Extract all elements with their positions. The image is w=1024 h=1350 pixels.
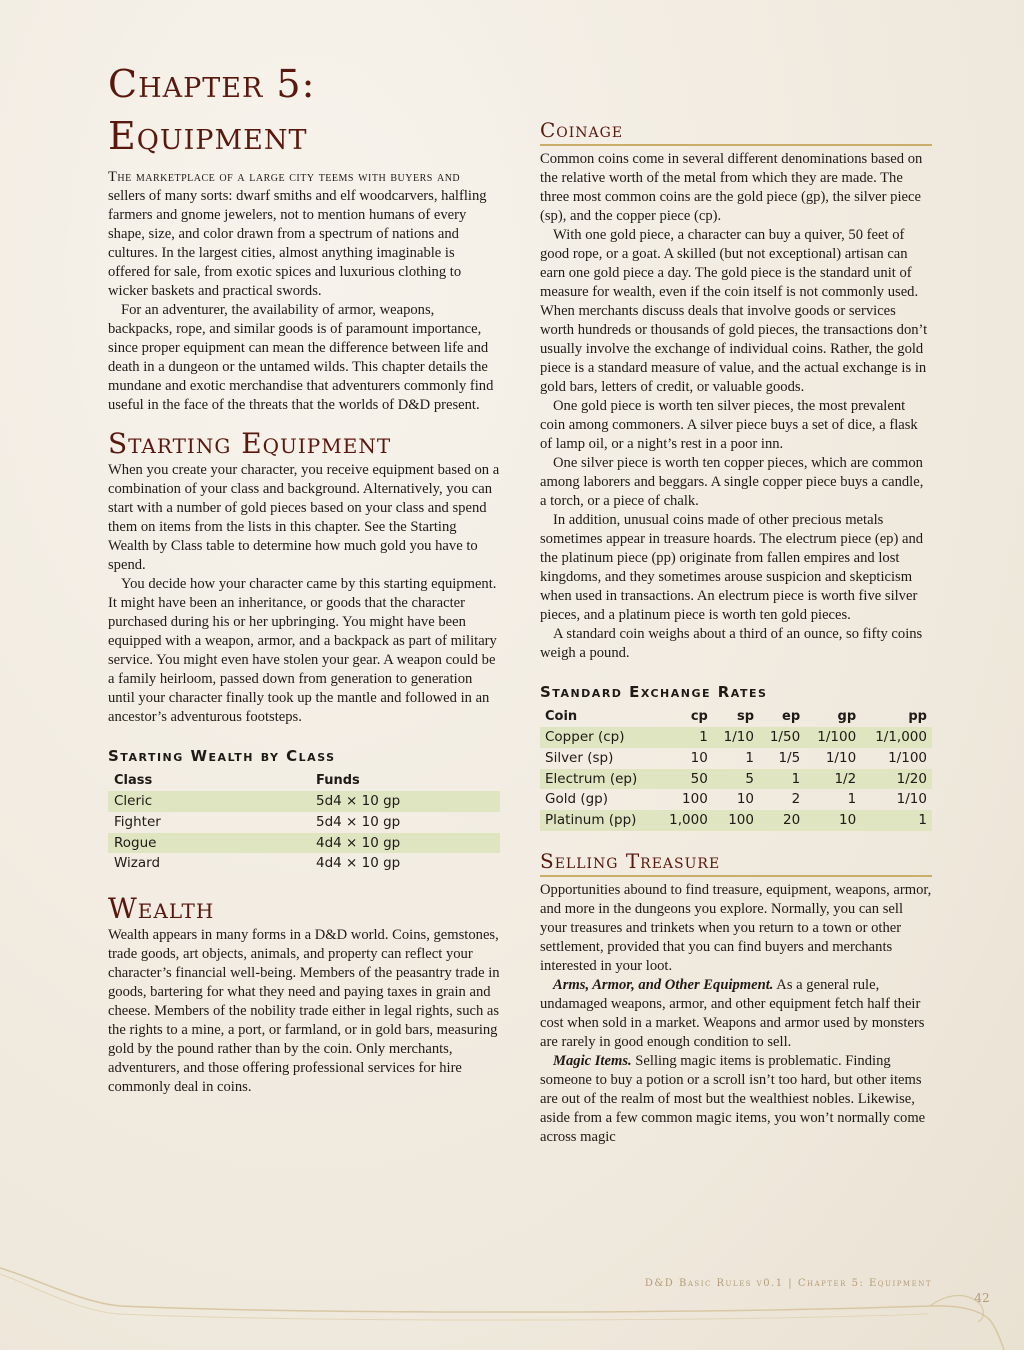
magic-items-lead: Magic Items. bbox=[553, 1052, 632, 1069]
table-cell: 1,000 bbox=[657, 810, 713, 831]
intro-paragraph-2: For an adventurer, the availability of armor, weapons, backpacks, rope, and similar goods is of paramount importance, since proper equipment can mean the difference between life and death in a dungeon or the untamed wilds. This chapter details the mundane and exotic merchandise that adventurers commonly find useful in the face of the threats that the worlds of D&D present. bbox=[108, 302, 494, 413]
table-cell: Wizard bbox=[114, 855, 161, 872]
table-row bbox=[540, 727, 932, 748]
exchange-rates-table-title: Standard Exchange Rates bbox=[540, 683, 768, 701]
table-header-row bbox=[540, 707, 932, 727]
starting-wealth-table bbox=[108, 771, 500, 874]
selling-treasure-heading: Selling Treasure bbox=[540, 849, 932, 877]
table-cell: 100 bbox=[682, 791, 708, 808]
table-header: Coin bbox=[545, 709, 578, 724]
table-row bbox=[108, 853, 500, 874]
coinage-paragraph-6: A standard coin weighs about a third of an ounce, so fifty coins weigh a pound. bbox=[540, 626, 923, 661]
table-cell: 100 bbox=[713, 810, 759, 831]
table-cell: 5d4 × 10 gp bbox=[310, 791, 500, 812]
coinage-paragraph-4: One silver piece is worth ten copper pieces, which are common among laborers and beggars. A single copper piece buys a candle, a torch, or a piece of chalk. bbox=[540, 455, 924, 509]
intro-text: sellers of many sorts: dwarf smiths and elf woodcarvers, halfling farmers and gnome jewelers, not to mention humans of every shape, size, and color drawn from a spectrum of nations and cultures. In the largest cities, almost anything imaginable is offered for sale, from exotic spices and luxurious clothing to wicker baskets and practical swords. bbox=[108, 188, 487, 299]
table-header: ep bbox=[782, 709, 801, 724]
selling-paragraph-1: Opportunities abound to find treasure, equipment, weapons, armor, and more in the dungeons you explore. Normally, you can sell your treasures and trinkets when you return to a town or other settlement, provided that you can find buyers and merchants interested in your loot. bbox=[540, 881, 932, 974]
coinage-paragraph-1: Common coins come in several different denominations based on the relative worth of the metal from which they are made. The three most common coins are the gold piece (gp), the silver piece (sp), and the copper piece (cp). bbox=[540, 151, 923, 224]
table-cell: 1 bbox=[847, 791, 857, 808]
coinage-paragraph-3: One gold piece is worth ten silver pieces, the most prevalent coin among commoners. A silver piece buys a set of dice, a flask of lamp oil, or a night’s rest in a poor inn. bbox=[540, 398, 918, 452]
table-cell: 1 bbox=[657, 727, 713, 748]
table-cell: Cleric bbox=[108, 791, 310, 812]
table-cell: 5 bbox=[713, 769, 759, 790]
table-header: Class bbox=[114, 773, 153, 788]
table-cell: Silver (sp) bbox=[545, 749, 614, 766]
table-cell: 1/100 bbox=[805, 727, 861, 748]
table-cell: 1/1,000 bbox=[861, 727, 932, 748]
wealth-heading: Wealth bbox=[108, 892, 215, 926]
table-row bbox=[540, 789, 932, 810]
coinage-paragraph-5: In addition, unusual coins made of other precious metals sometimes appear in treasure hoards. The electrum piece (ep) and the platinum piece (pp) originate from fallen empires and lost kingdoms, and they sometimes arouse suspicion and skepticism when used in transactions. An electrum piece is worth five silver pieces, and a platinum piece is worth ten gold pieces. bbox=[540, 512, 924, 623]
table-cell: Copper (cp) bbox=[540, 727, 657, 748]
starting-equipment-paragraph-2: You decide how your character came by this starting equipment. It might have been an inheritance, or goods that the character purchased during his or her upbringing. You might have been equipped with a weapon, armor, and a backpack as part of military service. You might even have stolen your gear. A weapon could be a family heirloom, passed down from generation to generation until your character finally took up the mantle and followed in an ancestor’s adventurous footsteps. bbox=[108, 576, 497, 725]
table-row bbox=[108, 833, 500, 854]
coinage-paragraph-2: With one gold piece, a character can buy a quiver, 50 feet of good rope, or a goat. A skilled (but not exceptional) artisan can earn one gold piece a day. The gold piece is the standard unit of measure for wealth, even if the coin itself is not commonly used. When merchants discuss deals that involve goods or services worth hundreds or thousands of gold pieces, the transactions don’t usually involve the exchange of individual coins. Rather, the gold piece is a standard measure of value, and the actual exchange is in gold bars, letters of credit, or valuable goods. bbox=[540, 227, 928, 395]
table-cell: Gold (gp) bbox=[545, 791, 609, 808]
table-cell: 2 bbox=[791, 791, 801, 808]
magic-items-text: Selling magic items is problematic. Finding someone to buy a potion or a scroll isn’t too hard, but other items are out of the realm of most but the wealthiest nobles. Likewise, aside from a few common magic items, you won’t normally come across magic bbox=[540, 1052, 926, 1145]
table-row bbox=[540, 810, 932, 831]
arms-armor-lead: Arms, Armor, and Other Equipment. bbox=[553, 976, 774, 993]
intro-paragraph-1 bbox=[108, 168, 500, 301]
table-row bbox=[540, 769, 932, 790]
starting-equipment-heading: Starting Equipment bbox=[108, 427, 392, 460]
table-header: pp bbox=[908, 709, 927, 724]
table-row bbox=[108, 812, 500, 833]
table-cell: 1/2 bbox=[805, 769, 861, 790]
table-header: cp bbox=[690, 709, 708, 724]
table-cell: 4d4 × 10 gp bbox=[310, 833, 500, 854]
starting-wealth-table-title: Starting Wealth by Class bbox=[108, 747, 336, 765]
table-header-row bbox=[108, 771, 500, 791]
starting-equipment-paragraph-1: When you create your character, you receive equipment based on a combination of your class and background. Alternatively, you can start with a number of gold pieces based on your class and spend them on items from the lists in this chapter. See the Starting Wealth by Class table to determine how much gold you have to spend. bbox=[108, 462, 500, 573]
table-cell: Platinum (pp) bbox=[540, 810, 657, 831]
left-column bbox=[108, 58, 500, 1097]
arms-armor-text: As a general rule, undamaged weapons, armor, and other equipment fetch half their cost when sold in a market. Weapons and armor used by monsters are rarely in good enough condition to sell. bbox=[540, 976, 925, 1050]
table-cell: 4d4 × 10 gp bbox=[316, 855, 401, 872]
table-cell: Fighter bbox=[114, 813, 161, 830]
table-cell: 1/20 bbox=[861, 769, 932, 790]
selling-paragraph-3 bbox=[540, 1052, 932, 1147]
table-cell: 1 bbox=[759, 769, 805, 790]
table-cell: 1/10 bbox=[896, 791, 927, 808]
table-cell: 1/10 bbox=[825, 749, 857, 766]
footer-text: D&D Basic Rules v0.1 | Chapter 5: Equipment bbox=[644, 1278, 932, 1289]
page-number: 42 bbox=[974, 1291, 990, 1305]
exchange-rates-table bbox=[540, 707, 932, 831]
table-cell: 10 bbox=[736, 791, 754, 808]
chapter-title: Chapter 5: Equipment bbox=[108, 62, 316, 158]
table-cell: 1/5 bbox=[778, 749, 801, 766]
coinage-heading: Coinage bbox=[540, 118, 932, 146]
table-header: sp bbox=[736, 709, 754, 724]
table-row bbox=[540, 748, 932, 769]
table-cell: 5d4 × 10 gp bbox=[316, 813, 401, 830]
table-cell: 20 bbox=[759, 810, 805, 831]
intro-lead: The marketplace of a large city teems with buyers and bbox=[108, 169, 461, 185]
table-cell: 1 bbox=[861, 810, 932, 831]
footer-ornament bbox=[0, 1240, 1024, 1350]
table-cell: 1/100 bbox=[888, 749, 927, 766]
table-cell: Electrum (ep) bbox=[540, 769, 657, 790]
table-cell: 10 bbox=[805, 810, 861, 831]
table-header: Funds bbox=[316, 773, 360, 788]
table-cell: 10 bbox=[690, 749, 708, 766]
table-header: gp bbox=[837, 709, 857, 724]
table-cell: 50 bbox=[657, 769, 713, 790]
table-row bbox=[108, 791, 500, 812]
table-cell: 1/50 bbox=[759, 727, 805, 748]
table-cell: Rogue bbox=[108, 833, 310, 854]
right-column bbox=[540, 118, 932, 1147]
table-cell: 1/10 bbox=[713, 727, 759, 748]
selling-paragraph-2 bbox=[540, 976, 932, 1052]
table-cell: 1 bbox=[745, 749, 754, 766]
wealth-paragraph: Wealth appears in many forms in a D&D world. Coins, gemstones, trade goods, art objects, animals, and property can reflect your character’s financial well-being. Members of the peasantry trade in goods, bartering for what they need and paying taxes in grain and cheese. Members of the nobility trade either in legal rights, such as the rights to a mine, a port, or farmland, or in gold bars, measuring gold by the pound rather than by the coin. Only merchants, adventurers, and those offering professional services for hire commonly deal in coins. bbox=[108, 927, 500, 1096]
